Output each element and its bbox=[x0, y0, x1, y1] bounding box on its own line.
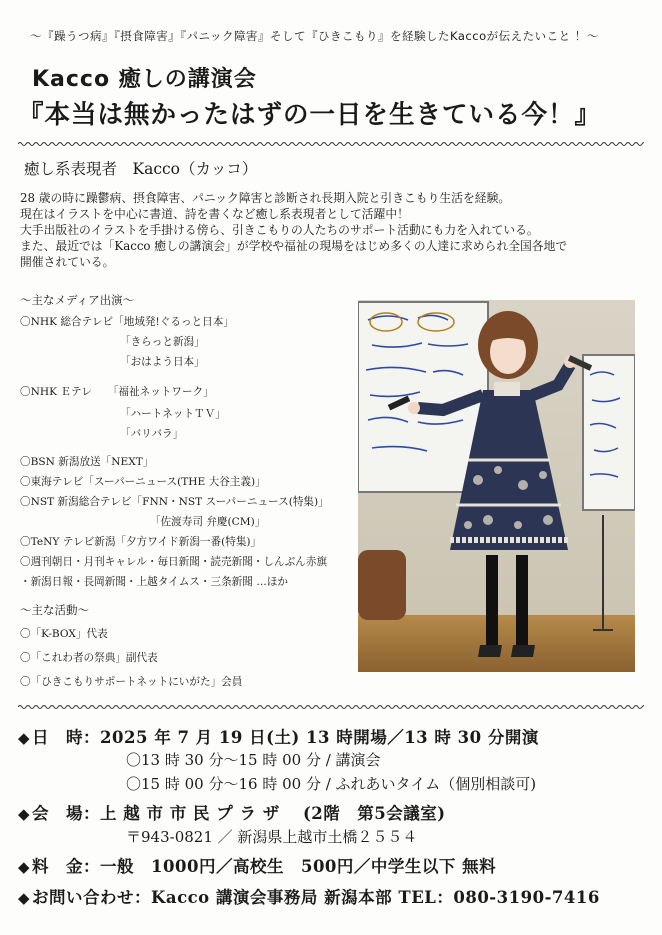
media-item: 〇NST 新潟総合テレビ「FNN・NST スーパーニュース(特集)」 bbox=[20, 496, 329, 508]
wavy-divider bbox=[18, 140, 644, 148]
presenter-photo bbox=[358, 300, 635, 672]
bio-line: 大手出版社のイラストを手掛ける傍ら、引きこもりの人たちのサポート活動にも力を入れている。 bbox=[20, 223, 539, 237]
bio-line: 開催されている。 bbox=[20, 255, 115, 269]
media-item: 「おはよう日本」 bbox=[120, 356, 205, 368]
media-item: 〇BSN 新潟放送「NEXT」 bbox=[20, 456, 154, 468]
activity-item: 〇「これわ者の祭典」副代表 bbox=[20, 652, 158, 664]
bio-line: また、最近では「Kacco 癒しの講演会」が学校や福祉の現場をはじめ多くの人達に求められ全国各地で bbox=[20, 239, 568, 253]
media-item: 「ハートネットＴＶ」 bbox=[120, 408, 226, 420]
media-item: ・新潟日報・長岡新聞・上越タイムス・三条新聞 …ほか bbox=[20, 576, 288, 588]
event-venue: ◆ 会 場：上 越 市 市 民 プ ラ ザ (2階 第5会議室) bbox=[18, 804, 446, 823]
media-item: 「きらっと新潟」 bbox=[120, 336, 205, 348]
schedule-item: 〇15 時 00 分～16 時 00 分 / ふれあいタイム（個別相談可) bbox=[126, 775, 537, 793]
media-item: 〇NHK Ｅテレ 「福祉ネットワーク」 bbox=[20, 386, 214, 398]
main-title: 『本当は無かったはずの一日を生きている今！』 bbox=[18, 100, 602, 130]
media-item: 〇TeNY テレビ新潟「夕方ワイド新潟一番(特集)」 bbox=[20, 536, 262, 548]
diamond-bullet-icon: ◆ bbox=[18, 858, 31, 876]
diamond-bullet-icon: ◆ bbox=[18, 729, 31, 747]
wavy-divider bbox=[18, 703, 644, 711]
event-contact: ◆ お問い合わせ：Kacco 講演会事務局 新潟本部 TEL：080-3190-7416 bbox=[18, 888, 600, 907]
presenter-title: 癒し系表現者 Kacco（カッコ） bbox=[24, 160, 258, 178]
bio-line: 28 歳の時に躁鬱病、摂食障害、パニック障害と診断され長期入院と引きこもり生活を経験。 bbox=[20, 191, 511, 205]
activities-heading: ～主な活動～ bbox=[20, 603, 89, 617]
activities-list bbox=[20, 624, 242, 696]
bio-text bbox=[20, 190, 567, 270]
bio-line: 現在はイラストを中心に書道、詩を書くなど癒し系表現者として活躍中！ bbox=[20, 207, 409, 221]
media-heading: ～主なメディア出演～ bbox=[20, 293, 135, 307]
diamond-bullet-icon: ◆ bbox=[18, 889, 31, 907]
media-item: 〇東海テレビ「スーパーニュース(THE 大谷主義)」 bbox=[20, 476, 266, 488]
activity-item: 〇「ひきこもりサポートネットにいがた」会員 bbox=[20, 676, 243, 688]
venue-address: 〒943-0821 ／ 新潟県上越市土橋２５５４ bbox=[126, 828, 418, 846]
schedule-item: 〇13 時 30 分～15 時 00 分 / 講演会 bbox=[126, 751, 381, 769]
activity-item: 〇「K-BOX」代表 bbox=[20, 628, 108, 640]
media-item: 「バリバラ」 bbox=[120, 428, 184, 440]
media-item: 「佐渡寿司 弁慶(CM)」 bbox=[150, 516, 266, 528]
event-fee: ◆ 料 金：一般 1000円／高校生 500円／中学生以下 無料 bbox=[18, 857, 497, 876]
diamond-bullet-icon: ◆ bbox=[18, 805, 31, 823]
series-title: Kacco 癒しの講演会 bbox=[32, 67, 257, 92]
media-item: 〇NHK 総合テレビ「地域発!ぐるっと日本」 bbox=[20, 316, 234, 328]
event-date: ◆ 日 時：2025 年 7 月 19 日(土) 13 時開場／13 時 30 分開演 bbox=[18, 728, 539, 747]
media-item: 〇週刊朝日・月刊キャレル・毎日新聞・読売新聞・しんぶん赤旗 bbox=[20, 556, 327, 568]
tagline: ～『躁うつ病』『摂食障害』『パニック障害』そして『ひきこもり』を経験したKaccoが伝えたいこと ！～ bbox=[30, 29, 599, 43]
media-list bbox=[20, 312, 360, 592]
